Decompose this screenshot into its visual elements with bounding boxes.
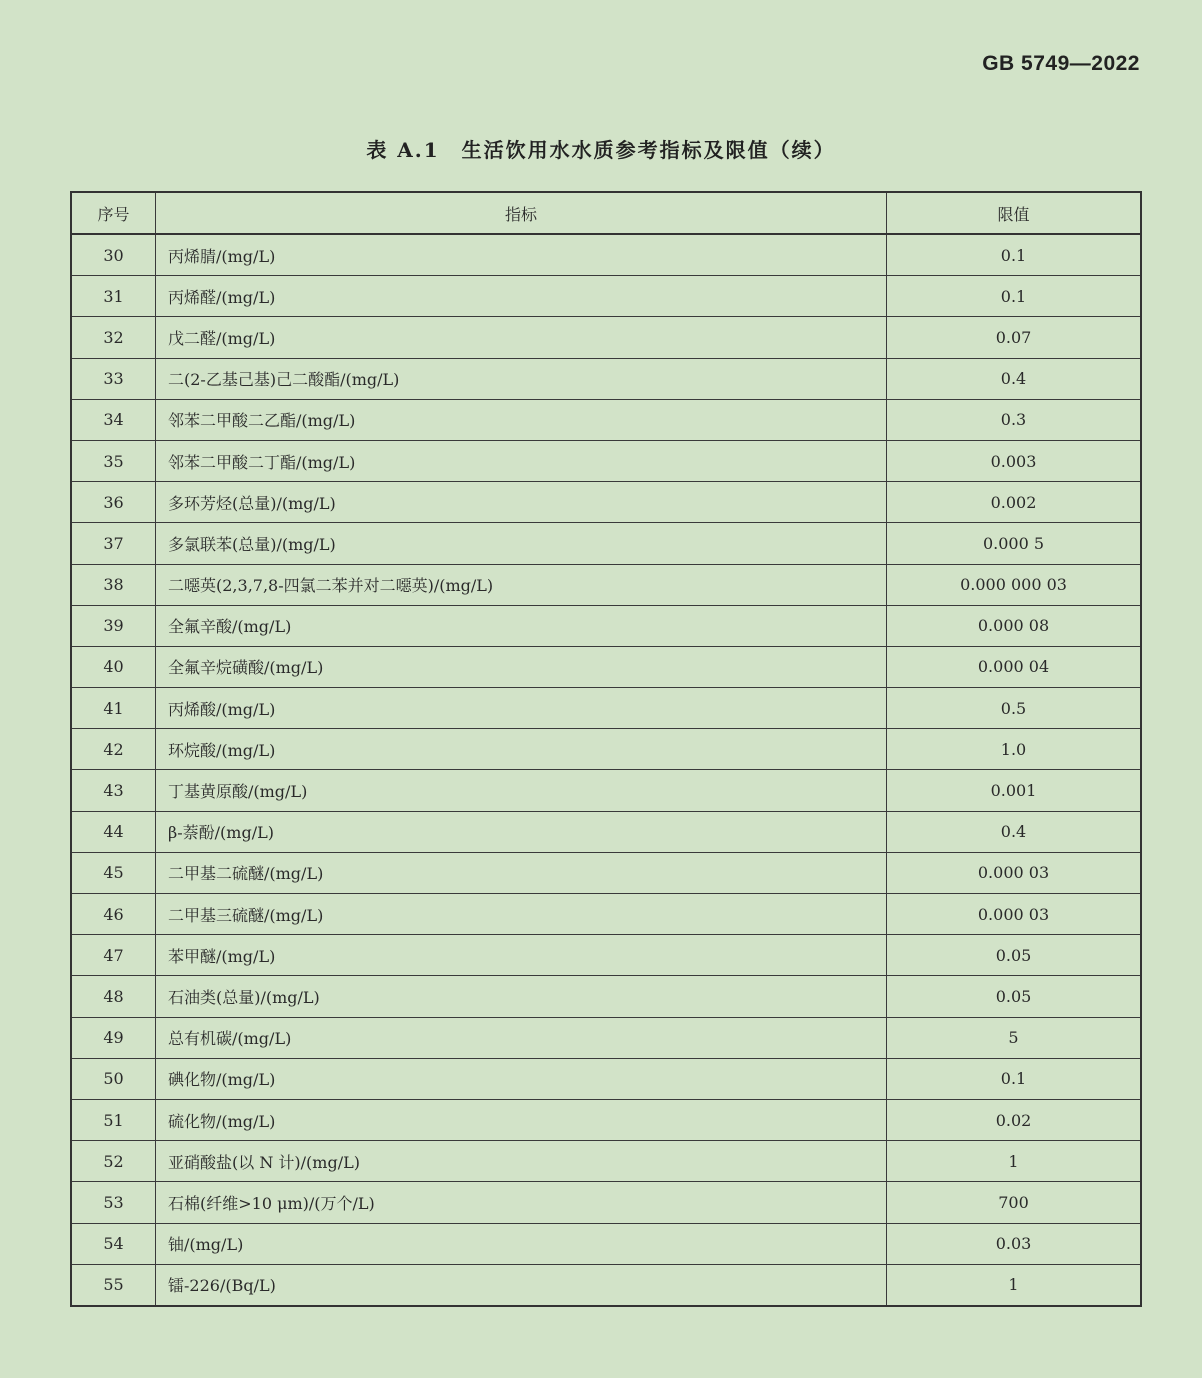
row-indicator: 全氟辛酸/(mg/L) [156, 605, 887, 646]
table-row [71, 523, 1141, 564]
row-limit: 0.001 [887, 770, 1142, 811]
row-limit: 700 [887, 1182, 1142, 1223]
table-header-row [71, 192, 1141, 234]
row-limit: 0.1 [887, 276, 1142, 317]
row-number: 41 [71, 688, 156, 729]
table-row [71, 811, 1141, 852]
row-limit: 0.1 [887, 234, 1142, 276]
row-number: 50 [71, 1058, 156, 1099]
row-indicator: 总有机碳/(mg/L) [156, 1017, 887, 1058]
row-limit: 0.1 [887, 1058, 1142, 1099]
row-number: 31 [71, 276, 156, 317]
row-limit: 0.000 04 [887, 646, 1142, 687]
row-limit: 0.000 5 [887, 523, 1142, 564]
row-number: 34 [71, 399, 156, 440]
table-row [71, 317, 1141, 358]
row-indicator: 铀/(mg/L) [156, 1223, 887, 1264]
row-number: 49 [71, 1017, 156, 1058]
row-number: 44 [71, 811, 156, 852]
row-number: 30 [71, 234, 156, 276]
row-number: 36 [71, 482, 156, 523]
table-row [71, 605, 1141, 646]
table-row [71, 1017, 1141, 1058]
header-limit: 限值 [887, 192, 1142, 234]
row-indicator: 二噁英(2,3,7,8-四氯二苯并对二噁英)/(mg/L) [156, 564, 887, 605]
row-number: 55 [71, 1264, 156, 1306]
row-limit: 0.000 000 03 [887, 564, 1142, 605]
row-limit: 0.5 [887, 688, 1142, 729]
row-limit: 0.002 [887, 482, 1142, 523]
row-number: 37 [71, 523, 156, 564]
row-indicator: 苯甲醚/(mg/L) [156, 935, 887, 976]
row-number: 32 [71, 317, 156, 358]
row-limit: 1.0 [887, 729, 1142, 770]
row-indicator: 丁基黄原酸/(mg/L) [156, 770, 887, 811]
row-number: 43 [71, 770, 156, 811]
row-number: 40 [71, 646, 156, 687]
table-row [71, 1223, 1141, 1264]
row-number: 54 [71, 1223, 156, 1264]
row-indicator: 邻苯二甲酸二丁酯/(mg/L) [156, 440, 887, 481]
row-limit: 0.4 [887, 811, 1142, 852]
row-limit: 0.003 [887, 440, 1142, 481]
row-indicator: 石棉(纤维>10 μm)/(万个/L) [156, 1182, 887, 1223]
row-limit: 1 [887, 1264, 1142, 1306]
row-indicator: 多氯联苯(总量)/(mg/L) [156, 523, 887, 564]
row-indicator: 丙烯醛/(mg/L) [156, 276, 887, 317]
row-number: 39 [71, 605, 156, 646]
row-indicator: 二甲基二硫醚/(mg/L) [156, 852, 887, 893]
row-limit: 0.000 03 [887, 894, 1142, 935]
row-indicator: 全氟辛烷磺酸/(mg/L) [156, 646, 887, 687]
row-indicator: 多环芳烃(总量)/(mg/L) [156, 482, 887, 523]
row-indicator: 丙烯腈/(mg/L) [156, 234, 887, 276]
row-limit: 0.05 [887, 976, 1142, 1017]
row-limit: 0.02 [887, 1099, 1142, 1140]
standard-code: GB 5749—2022 [982, 52, 1140, 75]
row-number: 42 [71, 729, 156, 770]
row-limit: 1 [887, 1141, 1142, 1182]
table-row [71, 1264, 1141, 1306]
table-row [71, 234, 1141, 276]
row-indicator: 硫化物/(mg/L) [156, 1099, 887, 1140]
row-limit: 0.000 08 [887, 605, 1142, 646]
table-row [71, 399, 1141, 440]
row-number: 33 [71, 358, 156, 399]
row-indicator: β-萘酚/(mg/L) [156, 811, 887, 852]
table-row [71, 1058, 1141, 1099]
table-row [71, 358, 1141, 399]
table-row [71, 1099, 1141, 1140]
row-limit: 0.3 [887, 399, 1142, 440]
row-indicator: 戊二醛/(mg/L) [156, 317, 887, 358]
row-limit: 0.000 03 [887, 852, 1142, 893]
row-limit: 0.4 [887, 358, 1142, 399]
row-indicator: 环烷酸/(mg/L) [156, 729, 887, 770]
table-row [71, 688, 1141, 729]
table-row [71, 976, 1141, 1017]
row-indicator: 亚硝酸盐(以 N 计)/(mg/L) [156, 1141, 887, 1182]
row-limit: 5 [887, 1017, 1142, 1058]
row-number: 53 [71, 1182, 156, 1223]
table-row [71, 770, 1141, 811]
row-number: 52 [71, 1141, 156, 1182]
row-indicator: 石油类(总量)/(mg/L) [156, 976, 887, 1017]
row-limit: 0.05 [887, 935, 1142, 976]
row-indicator: 碘化物/(mg/L) [156, 1058, 887, 1099]
row-indicator: 镭-226/(Bq/L) [156, 1264, 887, 1306]
table-title: 表 A.1 生活饮用水水质参考指标及限值（续） [366, 138, 836, 162]
row-indicator: 二(2-乙基己基)己二酸酯/(mg/L) [156, 358, 887, 399]
row-number: 48 [71, 976, 156, 1017]
table-row [71, 852, 1141, 893]
table-row [71, 935, 1141, 976]
row-number: 47 [71, 935, 156, 976]
row-indicator: 邻苯二甲酸二乙酯/(mg/L) [156, 399, 887, 440]
table-row [71, 1141, 1141, 1182]
row-number: 38 [71, 564, 156, 605]
table-row [71, 482, 1141, 523]
table-row [71, 276, 1141, 317]
table-row [71, 1182, 1141, 1223]
table-row [71, 564, 1141, 605]
table-row [71, 729, 1141, 770]
header-number: 序号 [71, 192, 156, 234]
row-limit: 0.07 [887, 317, 1142, 358]
row-limit: 0.03 [887, 1223, 1142, 1264]
row-number: 45 [71, 852, 156, 893]
row-indicator: 二甲基三硫醚/(mg/L) [156, 894, 887, 935]
header-indicator: 指标 [156, 192, 887, 234]
table-row [71, 440, 1141, 481]
table-row [71, 894, 1141, 935]
row-number: 35 [71, 440, 156, 481]
row-indicator: 丙烯酸/(mg/L) [156, 688, 887, 729]
table-row [71, 646, 1141, 687]
row-number: 46 [71, 894, 156, 935]
row-number: 51 [71, 1099, 156, 1140]
reference-indicators-table [70, 191, 1142, 1307]
